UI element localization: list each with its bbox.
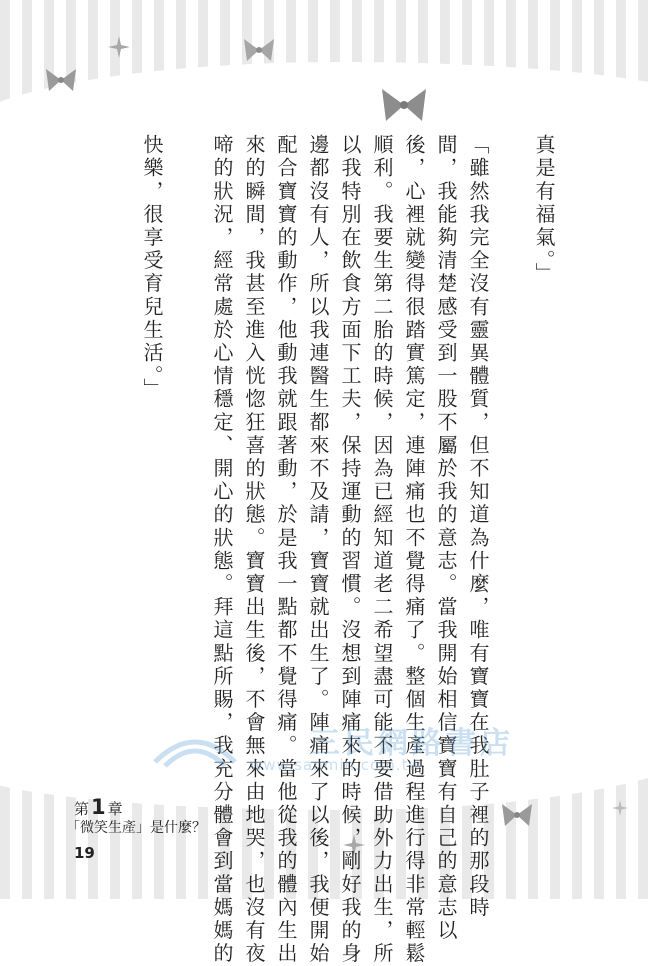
text-column: 來的瞬間，我甚至進入恍惚狂喜的狀態。寶寶出生後，不會無來由地哭，也沒有夜	[242, 134, 266, 966]
watermark-url: www.sanmin.com.tw	[250, 756, 422, 774]
text-column: 後，心裡就變得很踏實篤定，連陣痛也不覺得痛了。整個生產過程進行得非常輕鬆	[402, 134, 426, 966]
page-number: 19	[74, 844, 95, 862]
chapter-title: 「微笑生產」是什麼？	[66, 820, 206, 836]
text-column: 「雖然我完全沒有靈異體質，但不知道為什麼，唯有寶寶在我肚子裡的那段時	[466, 134, 490, 920]
text-column: 以我特別在飲食方面下工夫，保持運動的習慣。沒想到陣痛來的時候，剛好我的身	[338, 134, 362, 966]
watermark-text: 三民網路書店	[310, 726, 514, 761]
sparkle-icon	[612, 800, 628, 816]
chapter-prefix: 第	[74, 800, 90, 818]
bow-icon	[380, 86, 428, 124]
chapter-label	[74, 795, 123, 819]
text-column: 順利。我要生第二胎的時候，因為已經知道老二希望盡可能不要借助外力出生，所	[370, 134, 394, 966]
bow-icon	[500, 801, 534, 829]
bow-icon	[44, 66, 78, 94]
text-column: 配合寶寶的動作，他動我就跟著動，於是我一點都不覺得痛。當他從我的體內生出	[274, 134, 298, 966]
text-column: 快樂，很享受育兒生活。」	[140, 134, 164, 402]
text-column: 間，我能夠清楚感受到一股不屬於我的意志。當我開始相信寶寶有自己的意志以	[434, 134, 458, 943]
text-column: 邊都沒有人，所以我連醫生都來不及請，寶寶就出生了。陣痛來了以後，我便開始	[306, 134, 330, 966]
bow-icon	[242, 36, 276, 64]
sparkle-icon	[108, 36, 130, 58]
chapter-suffix: 章	[107, 800, 123, 818]
text-column: 真是有福氣。」	[532, 134, 556, 286]
chapter-number: 1	[91, 795, 106, 819]
text-column: 啼的狀況，經常處於心情穩定、開心的狀態。拜這點所賜，我充分體會到當媽媽的	[210, 134, 234, 966]
